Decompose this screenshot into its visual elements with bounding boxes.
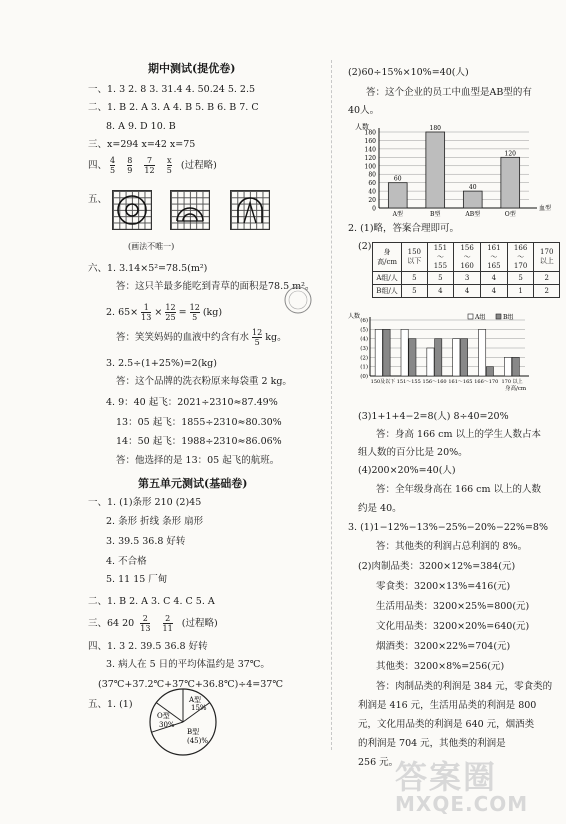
table-cell: 5: [507, 272, 534, 285]
y-tick-label: 0: [372, 205, 376, 213]
fraction: $\frac{2}{13}$: [140, 614, 151, 633]
answer-line: 答：这个品牌的洗衣粉原来每袋重 2 kg。: [116, 376, 292, 387]
pie-value-b: (45)%: [187, 737, 209, 745]
table-cell: 2: [534, 272, 560, 285]
x-tick-label: AB型: [465, 211, 481, 218]
y-tick-label: 20: [368, 197, 376, 205]
table-cell: 166～170: [507, 243, 534, 272]
y-tick-label: (0): [360, 374, 368, 380]
y-tick-label: (5): [360, 327, 368, 334]
x-tick-label: 150及以下: [370, 379, 396, 385]
table-cell: 身高/cm: [373, 243, 402, 272]
answer-line: 一、1. 3 2. 8 3. 31.4 4. 50.24 5. 2.5: [88, 84, 256, 95]
answer-line: 烟酒类：3200×22%=704(元): [376, 641, 511, 652]
bar: [375, 329, 382, 376]
y-tick-label: 60: [368, 180, 376, 188]
fraction: $\frac{4}{5}$: [110, 156, 116, 175]
answer-line: 五、: [88, 194, 108, 205]
answer-line: 组人数的百分比是 20%。: [358, 447, 468, 458]
circle-figure: [113, 191, 151, 229]
fraction: $\frac{8}{9}$: [127, 156, 133, 175]
stamp-seal: [283, 285, 313, 315]
answer-line: 答：这个企业的员工中血型是AB型的有: [366, 87, 532, 98]
table-cell: 2: [534, 285, 560, 298]
table-cell: 4: [427, 285, 454, 298]
answer-line: 答：这只羊最多能吃到青草的面积是78.5 m²。: [116, 281, 315, 292]
bar: [383, 329, 390, 376]
watermark-url: MXQE.COM: [395, 792, 529, 816]
pie-label-b: B型: [187, 728, 200, 736]
fraction-answer-line: 答：笑笑妈妈的血液中约含有水 $\frac{12}{5}$ kg。: [116, 328, 287, 347]
legend-swatch-b: [496, 314, 501, 319]
data-label: 60: [393, 175, 402, 183]
fraction: $\frac{x}{5}$: [166, 156, 172, 175]
x-tick-label: 151～155: [396, 379, 421, 385]
answer-line: 5. 11 15 厂甸: [106, 574, 168, 585]
fraction: $\frac{2}{11}$: [162, 614, 173, 633]
answer-line: 40人。: [348, 105, 380, 116]
table-cell: 170 以上: [534, 243, 560, 272]
legend-label-a: A组: [475, 314, 486, 321]
y-tick-label: (2): [360, 355, 368, 362]
table-cell: 161～165: [481, 243, 508, 272]
x-tick-label: O型: [504, 211, 516, 218]
answer-line: 其他类：3200×8%=256(元): [376, 661, 505, 672]
y-tick-label: (3): [360, 346, 368, 352]
fraction: $\frac{12}{25}$: [165, 303, 176, 322]
bar: [409, 339, 416, 376]
table-cell: 150 以下: [402, 243, 427, 272]
fraction-answer-line: 四、 $\frac{4}{5}$ $\frac{8}{9}$ $\frac{7}{12}$ $\frac{x}{5}$ (过程略): [88, 156, 217, 175]
watermark-logo: 答案圈: [395, 758, 498, 796]
y-tick-label: 100: [364, 163, 376, 171]
answer-line: 4. 9：40 起飞：2021÷2310≈87.49%: [106, 397, 278, 408]
answer-line: 256 元。: [358, 757, 399, 768]
pie-label-o: O型: [157, 712, 170, 720]
fraction: $\frac{7}{12}$: [144, 156, 155, 175]
answer-line: 文化用品类：3200×20%=640(元): [376, 621, 530, 632]
fraction: $\frac{12}{5}$: [189, 303, 200, 322]
y-tick-label: 120: [364, 154, 376, 162]
legend-swatch-a: [468, 314, 473, 319]
answer-line: 二、1. B 2. A 3. C 4. C 5. A: [88, 596, 215, 607]
table-cell: 5: [402, 272, 427, 285]
answer-line: 3. 病人在 5 日的平均体温约是 37℃。: [106, 659, 270, 670]
pie-label-a: A型: [189, 696, 202, 704]
y-tick-label: (6): [360, 318, 368, 324]
bar: [463, 191, 482, 208]
table-cell: 4: [454, 285, 481, 298]
answer-line: 约是 40。: [358, 503, 402, 514]
bar: [479, 329, 486, 376]
legend-label-b: B组: [503, 314, 514, 321]
answer-line: (4)200×20%=40(人): [358, 465, 456, 476]
answer-line: 3. (1)1−12%−13%−25%−20%−22%=8%: [348, 522, 548, 533]
table-cell: 5: [402, 285, 427, 298]
bar: [512, 357, 519, 376]
answer-line: 8. A 9. D 10. B: [106, 121, 176, 132]
bar: [401, 329, 408, 376]
height-double-bar-chart: [348, 312, 558, 402]
table-cell: 156～160: [454, 243, 481, 272]
height-table: [372, 242, 560, 298]
answer-line: (37℃+37.2℃+37℃+36.8℃)÷4=37℃: [98, 679, 283, 690]
table-row: [373, 243, 560, 272]
answer-line: 一、1. (1)条形 210 (2)45: [88, 497, 202, 508]
answer-line: 三、x=294 x=42 x=75: [88, 139, 196, 150]
table-cell: 3: [454, 272, 481, 285]
answer-line: 13：05 起飞：1855÷2310≈80.30%: [116, 417, 282, 428]
fraction-answer-line: 2. 65× $\frac{1}{13}$ × $\frac{12}{25}$ = $\frac{12}{5}$ (kg): [106, 303, 223, 322]
bar: [435, 339, 442, 376]
x-tick-label: 170 以上: [501, 379, 523, 385]
test2-title: 第五单元测试(基础卷): [138, 477, 248, 490]
y-tick-label: 180: [364, 129, 376, 137]
y-tick-label: (4): [360, 336, 368, 343]
bar: [460, 339, 467, 376]
table-cell: 151～155: [427, 243, 454, 272]
answer-line: 利润是 416 元，生活用品类的利润是 800: [358, 700, 537, 711]
answer-line: 3. 2.5÷(1+25%)=2(kg): [106, 358, 217, 369]
x-axis-label: 血型: [539, 205, 552, 212]
column-divider: [331, 60, 332, 750]
answer-line: 2. (1)略，答案合理即可。: [348, 223, 460, 234]
blood-type-bar-chart: [353, 120, 558, 220]
answer-line: 答：他选择的是 13：05 起飞的航班。: [116, 455, 280, 466]
bar: [453, 339, 460, 376]
y-axis-label: 人数: [355, 123, 369, 131]
answer-line: 答：肉制品类的利润是 384 元，零食类的: [376, 681, 553, 692]
data-label: 120: [504, 150, 516, 158]
answer-line: 四、1. 3 2. 39.5 36.8 好转: [88, 641, 208, 652]
answer-line: 零食类：3200×13%=416(元): [376, 581, 511, 592]
answer-line: 六、1. 3.14×5²=78.5(m²): [88, 263, 208, 274]
table-row: [373, 272, 560, 285]
pie-value-a: 15%: [191, 704, 207, 712]
answer-line: 答：全年级身高在 166 cm 以上的人数: [376, 484, 542, 495]
y-axis-label: 人数: [348, 313, 361, 320]
bar: [486, 367, 493, 376]
bar: [427, 348, 434, 376]
table-row: [373, 285, 560, 298]
x-tick-label: 166～170: [474, 379, 499, 385]
answer-line: 二、1. B 2. A 3. A 4. B 5. B 6. B 7. C: [88, 102, 259, 113]
answer-line: 答：其他类的利润占总利润的 8%。: [376, 541, 528, 552]
table-cell: B组/人: [373, 285, 402, 298]
answer-line: 14：50 起飞：1988÷2310≈86.06%: [116, 436, 282, 447]
x-tick-label: 156～160: [422, 379, 447, 385]
answer-line: (2): [358, 241, 372, 252]
bar: [504, 357, 511, 376]
answer-line: 的利润是 704 元，其他类的利润是: [358, 738, 506, 749]
fraction: $\frac{12}{5}$: [252, 328, 263, 347]
test1-title: 期中测试(提优卷): [148, 62, 236, 75]
answer-line: 元，文化用品类的利润是 640 元，烟酒类: [358, 719, 535, 730]
arch-figure: [231, 191, 269, 229]
table-cell: 4: [481, 285, 508, 298]
table-cell: A组/人: [373, 272, 402, 285]
note-text: (画法不唯一): [128, 242, 175, 251]
fraction: $\frac{1}{13}$: [141, 303, 152, 322]
x-tick-label: A型: [392, 211, 403, 218]
grid-drawing-3: [230, 190, 270, 230]
answer-line: (2)肉制品类：3200×12%=384(元): [358, 561, 516, 572]
bar: [426, 132, 445, 208]
y-tick-label: 40: [368, 188, 376, 196]
table-cell: 4: [481, 272, 508, 285]
answer-line: 3. 39.5 36.8 好转: [106, 536, 186, 547]
pie-value-o: 30%: [159, 721, 175, 729]
pie-chart: [138, 680, 248, 760]
grid-drawing-2: [170, 190, 210, 230]
table-cell: 5: [427, 272, 454, 285]
table-cell: 1: [507, 285, 534, 298]
y-tick-label: 80: [368, 171, 376, 179]
data-label: 40: [468, 184, 477, 192]
answer-line: 4. 不合格: [106, 556, 147, 567]
x-tick-label: B型: [430, 211, 441, 218]
data-label: 180: [429, 125, 441, 132]
x-tick-label: 161～165: [448, 379, 473, 385]
answer-line: (2)60÷15%×10%=40(人): [348, 67, 469, 78]
bar: [388, 183, 407, 208]
answer-line: 五、1. (1): [88, 699, 133, 710]
answer-line: 答：身高 166 cm 以上的学生人数占本: [376, 429, 542, 440]
x-axis-label: 身高/cm: [505, 386, 527, 392]
bar: [501, 157, 520, 208]
fraction-answer-line: 三、64 20 $\frac{2}{13}$ $\frac{2}{11}$ (过程略): [88, 614, 218, 633]
y-tick-label: (1): [360, 364, 368, 371]
answer-line: (3)1+1+4−2=8(人) 8÷40=20%: [358, 411, 509, 422]
grid-drawing-1: [112, 190, 152, 230]
answer-line: 2. 条形 折线 条形 扇形: [106, 516, 204, 527]
y-tick-label: 160: [364, 137, 376, 145]
answer-line: 生活用品类：3200×25%=800(元): [376, 601, 530, 612]
semicircle-figure: [171, 191, 209, 229]
y-tick-label: 140: [364, 146, 376, 154]
